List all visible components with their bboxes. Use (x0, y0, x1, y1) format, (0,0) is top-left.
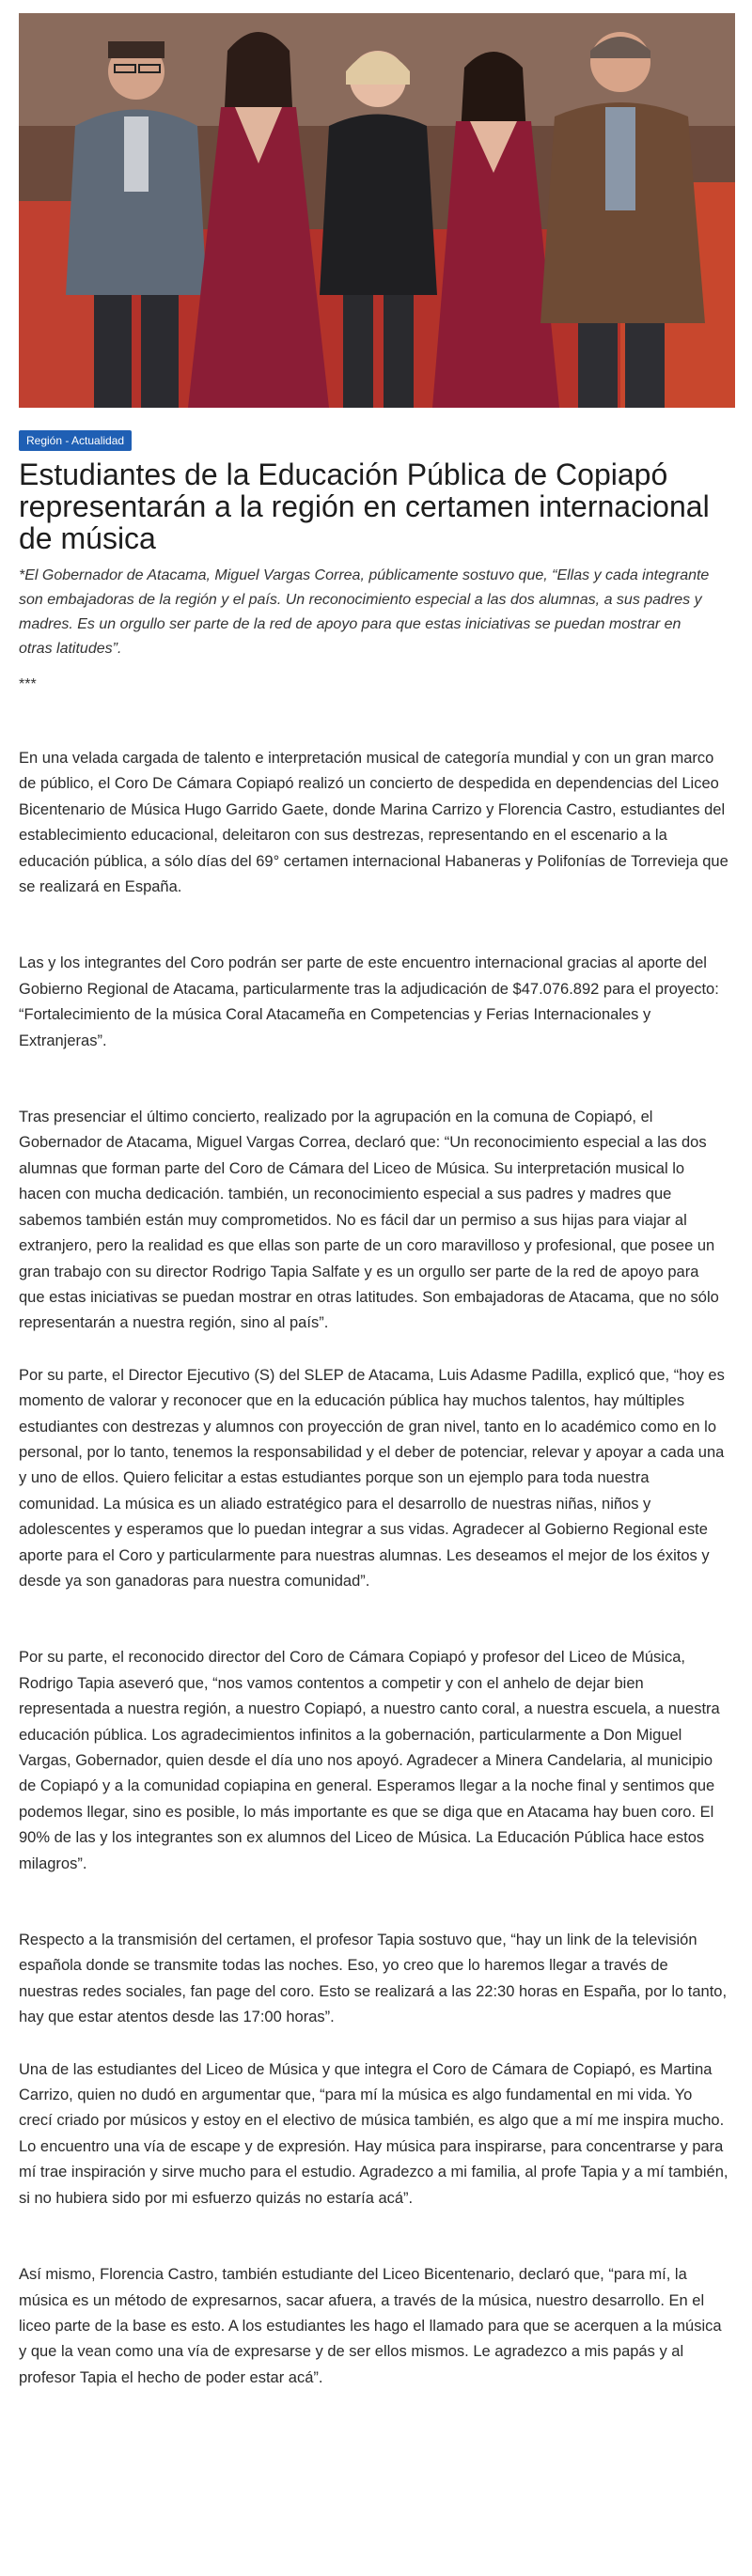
paragraph-3: Tras presenciar el último concierto, realizado por la agrupación en la comuna de Copiapó, el Gobernador de Atacama, Miguel Vargas Correa, declaró que: “Un reconocimiento especial a las dos alumnas que forman parte del Coro de Cámara del Liceo de Música. Su interpretación musical lo hacen con mucha dedicación. también, un reconocimiento especial a sus padres y madres que sabemos también están muy comprometidos. No es fácil dar un permiso a sus hijas para viajar al extranjero, pero la realidad es que ellas son parte de un coro maravilloso y profesional, que posee un gran trabajo con su director Rodrigo Tapia Salfate y es un orgullo ser parte de la red de apoyo para que estas iniciativas se puedan mostrar en otras latitudes. Son embajadoras de Atacama, que no sólo representarán a nuestra región, sino al país”. (19, 1109, 719, 1332)
article-title: Estudiantes de la Educación Pública de Copiapó representarán a la región en certamen internacional de música (19, 458, 710, 555)
article (19, 13, 752, 2391)
category-badge[interactable]: Región - Actualidad (19, 430, 132, 451)
paragraph-4: Por su parte, el Director Ejecutivo (S) del SLEP de Atacama, Luis Adasme Padilla, explicó que, “hoy es momento de valorar y reconocer que en la educación pública hay muchos talentos, hay múltiples estudiantes con destrezas y alumnos con proyección de gran nivel, tanto en lo académico como en lo personal, por lo tanto, tenemos la responsabilidad y el deber de potenciar, relevar y apoyar a cada una y uno de ellos. Quiero felicitar a estas estudiantes porque son un ejemplo para toda nuestra comunidad. La música es un aliado estratégico para el desarrollo de nuestras niñas, niños y adolescentes y esperamos que lo puedan integrar a sus vidas. Agradecer al Gobierno Regional este aporte para el Coro y particularmente para nuestras alumnas. Les deseamos el mejor de los éxitos y desde ya son ganadoras para nuestra comunidad”. (19, 1366, 725, 1590)
section-separator: *** (19, 676, 37, 692)
paragraph-8: Así mismo, Florencia Castro, también estudiante del Liceo Bicentenario, declaró que, “para mí, la música es un método de expresarnos, sacar afuera, a través de la música, nuestro desarrollo. En el liceo parte de la base es esto. A los estudiantes les hago el llamado para que se acerquen a la música y que la vean como una vía de expresarse y de ser ellos mismos. Le agradezco a mis papás y al profesor Tapia el hecho de poder estar acá”. (19, 2266, 722, 2386)
paragraph-1: En una velada cargada de talento e interpretación musical de categoría mundial y con un gran marco de público, el Coro De Cámara Copiapó realizó un concierto de despedida en dependencias del Liceo Bicentenario de Música Hugo Garrido Gaete, donde Marina Carrizo y Florencia Castro, estudiantes del establecimiento educacional, deleitaron con sus destrezas, representando en el escenario a la educación pública, a sólo días del 69° certamen internacional Habaneras y Polifonías de Torrevieja que se realizará en España. (19, 750, 728, 896)
article-lede: *El Gobernador de Atacama, Miguel Vargas Correa, públicamente sostuvo que, “Ellas y cada integrante son embajadoras de la región y el país. Un reconocimiento especial a las dos alumnas, a sus padres y madres. Es un orgullo ser parte de la red de apoyo para que estas iniciativas se puedan mostrar en otras latitudes”. (19, 567, 710, 657)
paragraph-5: Por su parte, el reconocido director del Coro de Cámara Copiapó y profesor del Liceo de Música, Rodrigo Tapia aseveró que, “nos vamos contentos a competir y con el anhelo de dejar bien representada a nuestra región, a nuestro Copiapó, a nuestro canto coral, a nuestra escuela, a nuestra educación pública. Los agradecimientos infinitos a la gobernación, particularmente a Don Miguel Vargas, Gobernador, quien desde el día uno nos apoyó. Agradecer a Minera Candelaria, al municipio de Copiapó y a la comunidad copiapina en general. Esperamos llegar a la noche final y sentimos que podemos llegar, sino es posible, lo más importante es que se diga que en Atacama hay buen coro. El 90% de las y los integrantes son ex alumnos del Liceo de Música. La Educación Pública hace estos milagros”. (19, 1649, 720, 1872)
paragraph-2: Las y los integrantes del Coro podrán ser parte de este encuentro internacional gracias al aporte del Gobierno Regional de Atacama, particularmente tras la adjudicación de $47.076.892 para el proyecto: “Fortalecimiento de la música Coral Atacameña en Competencias y Ferias Internacionales y Extranjeras”. (19, 954, 719, 1049)
group-photo-illustration (19, 13, 735, 408)
hero-photo (19, 13, 735, 408)
paragraph-6: Respecto a la transmisión del certamen, el profesor Tapia sostuvo que, “hay un link de la televisión española donde se transmite todas las noches. Eso, yo creo que lo haremos llegar a través de nuestras redes sociales, fan page del coro. Esto se realizará a las 22:30 horas en España, por lo tanto, hay que estar atentos desde las 17:00 horas”. (19, 1932, 728, 2026)
paragraph-7: Una de las estudiantes del Liceo de Música y que integra el Coro de Cámara de Copiapó, es Martina Carrizo, quien no dudó en argumentar que, “para mí la música es algo fundamental en mi vida. Yo crecí criado por músicos y estoy en el electivo de música también, es algo que a mí me inspira mucho. Lo encuentro una vía de escape y de expresión. Hay música para inspirarse, para concentrarse y para mí trae inspiración y sirve mucho para el estudio. Agradezco a mi familia, al profe Tapia y a mí también, si no hubiera sido por mi esfuerzo quizás no estaría acá”. (19, 2060, 728, 2207)
